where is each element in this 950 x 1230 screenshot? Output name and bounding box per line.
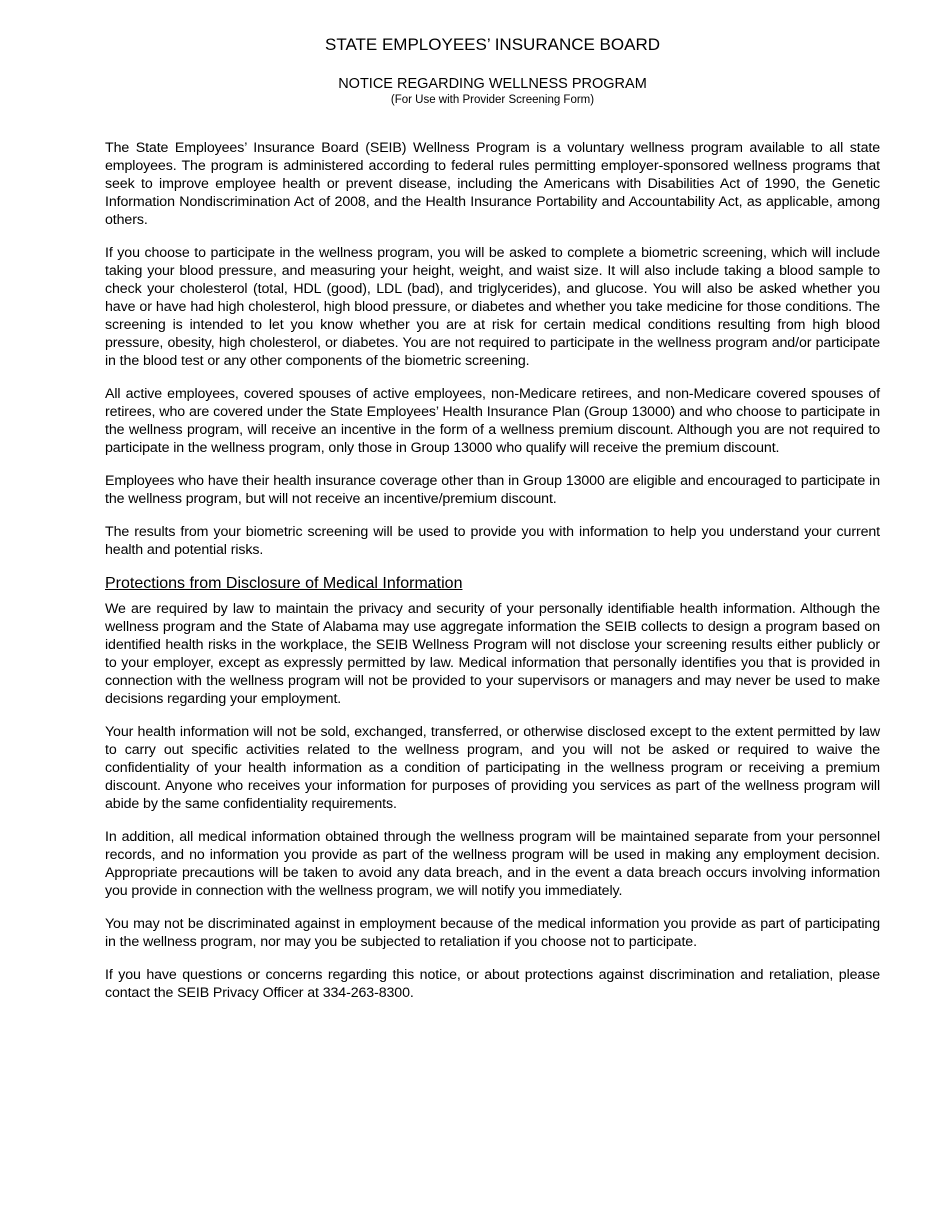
document-subtitle: NOTICE REGARDING WELLNESS PROGRAM	[338, 76, 647, 92]
section-heading-protections: Protections from Disclosure of Medical Information	[105, 575, 463, 592]
paragraph-disclosure: Your health information will not be sold, exchanged, transferred, or otherwise disclosed except to the extent permitted by law to carry out specific activities related to the wellness program, and you will not be asked or required to waive the confidentiality of your health information as a condition of participating in the wellness program or receiving a premium discount. Anyone who receives your information for purposes of providing you services as part of the wellness program will abide by the same confidentiality requirements.	[105, 724, 880, 812]
paragraph-incentive: All active employees, covered spouses of active employees, non-Medicare retirees, and non-Medicare covered spouses of retirees, who are covered under the State Employees’ Health Insurance Plan (Group 13000) and who choose to participate in the wellness program, will receive an incentive in the form of a wellness premium discount. Although you are not required to participate in the wellness program, only those in Group 13000 who qualify will receive the premium discount.	[105, 386, 880, 456]
document-note: (For Use with Provider Screening Form)	[390, 94, 595, 106]
paragraph-results: The results from your biometric screening will be used to provide you with information to help you understand your current health and potential risks.	[105, 524, 880, 558]
paragraph-privacy: We are required by law to maintain the privacy and security of your personally identifiable health information. Although the wellness program and the State of Alabama may use aggregate information the SEIB collects to design a program based on identified health risks in the workplace, the SEIB Wellness Program will not disclose your screening results either publicly or to your employer, except as expressly permitted by law. Medical information that personally identifies you that is provided in connection with the wellness program will not be provided to your supervisors or managers and may never be used to make decisions regarding your employment.	[105, 601, 880, 707]
paragraph-discrimination: You may not be discriminated against in employment because of the medical information you provide as part of participating in the wellness program, nor may you be subjected to retaliation if you choose not to participate.	[105, 916, 880, 950]
paragraph-screening: If you choose to participate in the wellness program, you will be asked to complete a biometric screening, which will include taking your blood pressure, and measuring your height, weight, and waist size. It will also include taking a blood sample to check your cholesterol (total, HDL (good), LDL (bad), and triglycerides), and glucose. You will also be asked whether you have or have had high cholesterol, high blood pressure, or diabetes and whether you take medicine for those conditions. The screening is intended to let you know whether you are at risk for certain medical conditions resulting from high blood pressure, obesity, high cholesterol, or diabetes. You are not required to participate in the wellness program and/or participate in the blood test or any other components of the biometric screening.	[105, 245, 880, 369]
paragraph-other-coverage: Employees who have their health insurance coverage other than in Group 13000 are eligible and encouraged to participate in the wellness program, but will not receive an incentive/premium discount.	[105, 473, 880, 507]
paragraph-intro: The State Employees’ Insurance Board (SEIB) Wellness Program is a voluntary wellness program available to all state employees. The program is administered according to federal rules permitting employer-sponsored wellness programs that seek to improve employee health or prevent disease, including the Americans with Disabilities Act of 1990, the Genetic Information Nondiscrimination Act of 2008, and the Health Insurance Portability and Accountability Act, as applicable, among others.	[105, 140, 880, 228]
document-title: STATE EMPLOYEES’ INSURANCE BOARD	[324, 35, 661, 54]
document-page	[105, 0, 880, 1017]
paragraph-contact: If you have questions or concerns regarding this notice, or about protections against discrimination and retaliation, please contact the SEIB Privacy Officer at 334-263-8300.	[105, 967, 880, 1001]
paragraph-records: In addition, all medical information obtained through the wellness program will be maintained separate from your personnel records, and no information you provide as part of the wellness program will be used in making any employment decision. Appropriate precautions will be taken to avoid any data breach, and in the event a data breach occurs involving information you provide in connection with the wellness program, we will notify you immediately.	[105, 829, 880, 899]
